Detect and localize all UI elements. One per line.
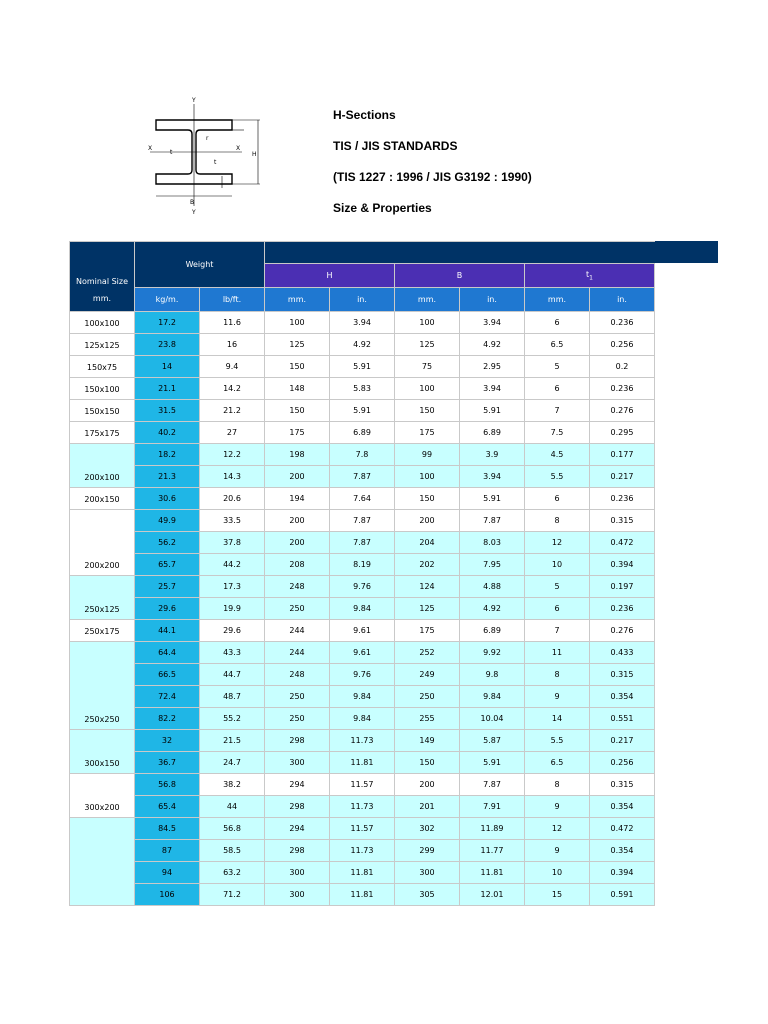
cell-t1-mm: 14 bbox=[525, 708, 590, 730]
cell-kg-per-m: 65.7 bbox=[135, 554, 200, 576]
cell-t1-mm: 7 bbox=[525, 400, 590, 422]
cell-h-in: 11.73 bbox=[330, 840, 395, 862]
cell-h-in: 9.84 bbox=[330, 598, 395, 620]
cell-t1-mm: 10 bbox=[525, 862, 590, 884]
cell-b-in: 9.92 bbox=[460, 642, 525, 664]
cell-h-in: 3.94 bbox=[330, 312, 395, 334]
cell-b-in: 8.03 bbox=[460, 532, 525, 554]
table-row bbox=[70, 598, 655, 620]
cell-kg-per-m: 32 bbox=[135, 730, 200, 752]
cell-t1-mm: 9 bbox=[525, 686, 590, 708]
cell-t1-in: 0.551 bbox=[590, 708, 655, 730]
table-row bbox=[70, 356, 655, 378]
cell-h-mm: 100 bbox=[265, 312, 330, 334]
cell-lb-per-ft: 33.5 bbox=[200, 510, 265, 532]
cell-kg-per-m: 94 bbox=[135, 862, 200, 884]
cell-h-in: 5.83 bbox=[330, 378, 395, 400]
cell-t1-in: 0.276 bbox=[590, 400, 655, 422]
cell-kg-per-m: 44.1 bbox=[135, 620, 200, 642]
cell-h-in: 11.81 bbox=[330, 752, 395, 774]
unit-kg-per-m: kg/m. bbox=[135, 288, 200, 312]
cell-kg-per-m: 25.7 bbox=[135, 576, 200, 598]
unit-b-mm: mm. bbox=[395, 288, 460, 312]
cell-t1-mm: 9 bbox=[525, 840, 590, 862]
cell-h-mm: 300 bbox=[265, 862, 330, 884]
cell-t1-mm: 6.5 bbox=[525, 334, 590, 356]
cell-t1-in: 0.354 bbox=[590, 686, 655, 708]
cell-b-mm: 200 bbox=[395, 774, 460, 796]
table-row bbox=[70, 532, 655, 554]
cell-b-in: 5.91 bbox=[460, 400, 525, 422]
table-row bbox=[70, 378, 655, 400]
nominal-size-cell: 250x125 bbox=[70, 576, 135, 620]
cell-lb-per-ft: 71.2 bbox=[200, 884, 265, 906]
cell-t1-mm: 11 bbox=[525, 642, 590, 664]
cell-b-in: 5.91 bbox=[460, 488, 525, 510]
cell-h-in: 9.76 bbox=[330, 664, 395, 686]
nominal-size-cell: 300x150 bbox=[70, 730, 135, 774]
table-row bbox=[70, 708, 655, 730]
cell-h-mm: 244 bbox=[265, 620, 330, 642]
table-row bbox=[70, 774, 655, 796]
table-row bbox=[70, 444, 655, 466]
cell-h-in: 7.87 bbox=[330, 466, 395, 488]
nominal-size-cell: 150x75 bbox=[70, 356, 135, 378]
cell-h-in: 11.73 bbox=[330, 796, 395, 818]
cell-b-mm: 200 bbox=[395, 510, 460, 532]
cell-b-mm: 204 bbox=[395, 532, 460, 554]
cell-t1-in: 0.472 bbox=[590, 818, 655, 840]
cell-b-mm: 302 bbox=[395, 818, 460, 840]
cell-h-mm: 294 bbox=[265, 818, 330, 840]
nominal-size-cell: 200x200 bbox=[70, 510, 135, 576]
cell-b-mm: 150 bbox=[395, 488, 460, 510]
cell-kg-per-m: 72.4 bbox=[135, 686, 200, 708]
cell-lb-per-ft: 27 bbox=[200, 422, 265, 444]
cell-b-mm: 99 bbox=[395, 444, 460, 466]
cell-h-mm: 150 bbox=[265, 356, 330, 378]
table-row bbox=[70, 554, 655, 576]
unit-h-in: in. bbox=[330, 288, 395, 312]
nominal-size-cell: 200x100 bbox=[70, 444, 135, 488]
cell-lb-per-ft: 48.7 bbox=[200, 686, 265, 708]
cell-b-mm: 299 bbox=[395, 840, 460, 862]
cell-t1-in: 0.295 bbox=[590, 422, 655, 444]
cell-t1-mm: 6.5 bbox=[525, 752, 590, 774]
b-label: B bbox=[456, 271, 463, 280]
diagram-label-t1: t bbox=[170, 149, 173, 156]
cell-h-mm: 125 bbox=[265, 334, 330, 356]
cell-kg-per-m: 18.2 bbox=[135, 444, 200, 466]
cell-t1-mm: 4.5 bbox=[525, 444, 590, 466]
cell-t1-mm: 8 bbox=[525, 510, 590, 532]
diagram-label-y-top: Y bbox=[192, 97, 196, 104]
cell-h-mm: 244 bbox=[265, 642, 330, 664]
cell-h-in: 9.61 bbox=[330, 620, 395, 642]
diagram-label-y-bottom: Y bbox=[192, 209, 196, 216]
cell-t1-mm: 6 bbox=[525, 598, 590, 620]
cell-b-in: 4.92 bbox=[460, 598, 525, 620]
table-row bbox=[70, 840, 655, 862]
cell-lb-per-ft: 44 bbox=[200, 796, 265, 818]
nominal-size-cell: 300x200 bbox=[70, 774, 135, 818]
cell-h-in: 11.81 bbox=[330, 884, 395, 906]
nominal-size-cell: 150x100 bbox=[70, 378, 135, 400]
cell-h-in: 7.87 bbox=[330, 510, 395, 532]
table-row bbox=[70, 422, 655, 444]
cell-t1-mm: 6 bbox=[525, 378, 590, 400]
cell-b-mm: 175 bbox=[395, 422, 460, 444]
table-row bbox=[70, 884, 655, 906]
cell-h-mm: 294 bbox=[265, 774, 330, 796]
cell-h-in: 9.76 bbox=[330, 576, 395, 598]
cell-b-in: 11.89 bbox=[460, 818, 525, 840]
cell-h-in: 4.92 bbox=[330, 334, 395, 356]
cell-h-mm: 148 bbox=[265, 378, 330, 400]
table-row bbox=[70, 862, 655, 884]
cell-b-mm: 150 bbox=[395, 400, 460, 422]
cell-b-in: 9.84 bbox=[460, 686, 525, 708]
table-row bbox=[70, 510, 655, 532]
cell-lb-per-ft: 16 bbox=[200, 334, 265, 356]
cell-h-mm: 200 bbox=[265, 510, 330, 532]
diagram-label-h: H bbox=[252, 151, 257, 158]
cell-lb-per-ft: 20.6 bbox=[200, 488, 265, 510]
page-title: H-Sections bbox=[333, 108, 396, 122]
cell-t1-mm: 12 bbox=[525, 532, 590, 554]
cell-b-in: 7.87 bbox=[460, 774, 525, 796]
cell-lb-per-ft: 11.6 bbox=[200, 312, 265, 334]
h-label: H bbox=[326, 271, 333, 280]
cell-b-mm: 300 bbox=[395, 862, 460, 884]
cell-h-in: 7.64 bbox=[330, 488, 395, 510]
cell-h-in: 7.8 bbox=[330, 444, 395, 466]
cell-h-mm: 248 bbox=[265, 664, 330, 686]
unit-b-in: in. bbox=[460, 288, 525, 312]
cell-lb-per-ft: 37.8 bbox=[200, 532, 265, 554]
cell-kg-per-m: 21.3 bbox=[135, 466, 200, 488]
cell-t1-mm: 8 bbox=[525, 774, 590, 796]
t1-header bbox=[525, 264, 655, 288]
cell-kg-per-m: 82.2 bbox=[135, 708, 200, 730]
cell-t1-mm: 9 bbox=[525, 796, 590, 818]
unit-t1-in: in. bbox=[590, 288, 655, 312]
cell-t1-in: 0.276 bbox=[590, 620, 655, 642]
table-row bbox=[70, 818, 655, 840]
cell-b-mm: 150 bbox=[395, 752, 460, 774]
cell-t1-mm: 7 bbox=[525, 620, 590, 642]
cell-t1-in: 0.354 bbox=[590, 840, 655, 862]
cell-t1-in: 0.236 bbox=[590, 488, 655, 510]
cell-h-in: 5.91 bbox=[330, 356, 395, 378]
cell-lb-per-ft: 12.2 bbox=[200, 444, 265, 466]
cell-h-in: 6.89 bbox=[330, 422, 395, 444]
cell-t1-in: 0.591 bbox=[590, 884, 655, 906]
cell-kg-per-m: 31.5 bbox=[135, 400, 200, 422]
page-subtitle: Size & Properties bbox=[333, 201, 432, 215]
cell-h-mm: 300 bbox=[265, 884, 330, 906]
cell-h-in: 11.57 bbox=[330, 818, 395, 840]
cell-b-mm: 305 bbox=[395, 884, 460, 906]
cell-kg-per-m: 87 bbox=[135, 840, 200, 862]
cell-h-mm: 208 bbox=[265, 554, 330, 576]
nominal-size-label: Nominal Size bbox=[75, 277, 129, 286]
cell-b-in: 9.8 bbox=[460, 664, 525, 686]
cell-h-mm: 200 bbox=[265, 466, 330, 488]
cell-t1-mm: 15 bbox=[525, 884, 590, 906]
cell-b-in: 11.77 bbox=[460, 840, 525, 862]
cell-lb-per-ft: 29.6 bbox=[200, 620, 265, 642]
cell-kg-per-m: 56.2 bbox=[135, 532, 200, 554]
table-row bbox=[70, 334, 655, 356]
cell-b-in: 4.88 bbox=[460, 576, 525, 598]
cell-b-in: 7.91 bbox=[460, 796, 525, 818]
nominal-size-header bbox=[70, 242, 135, 312]
standard-codes: (TIS 1227 : 1996 / JIS G3192 : 1990) bbox=[333, 170, 532, 184]
cell-lb-per-ft: 43.3 bbox=[200, 642, 265, 664]
cell-h-in: 9.84 bbox=[330, 708, 395, 730]
cell-b-mm: 201 bbox=[395, 796, 460, 818]
cell-h-mm: 175 bbox=[265, 422, 330, 444]
cell-t1-mm: 5 bbox=[525, 356, 590, 378]
cell-lb-per-ft: 56.8 bbox=[200, 818, 265, 840]
cell-h-in: 11.81 bbox=[330, 862, 395, 884]
cell-t1-in: 0.2 bbox=[590, 356, 655, 378]
cell-h-mm: 200 bbox=[265, 532, 330, 554]
cell-t1-mm: 7.5 bbox=[525, 422, 590, 444]
cell-b-in: 4.92 bbox=[460, 334, 525, 356]
cell-b-in: 7.95 bbox=[460, 554, 525, 576]
diagram-label-t2: t bbox=[214, 159, 217, 166]
cell-lb-per-ft: 21.5 bbox=[200, 730, 265, 752]
unit-t1-mm: mm. bbox=[525, 288, 590, 312]
cell-lb-per-ft: 44.7 bbox=[200, 664, 265, 686]
cell-t1-mm: 5.5 bbox=[525, 730, 590, 752]
nominal-size-cell: 200x150 bbox=[70, 488, 135, 510]
cell-lb-per-ft: 14.2 bbox=[200, 378, 265, 400]
properties-table bbox=[69, 241, 655, 906]
cell-t1-in: 0.256 bbox=[590, 334, 655, 356]
table-row bbox=[70, 796, 655, 818]
cell-lb-per-ft: 24.7 bbox=[200, 752, 265, 774]
cell-t1-mm: 5 bbox=[525, 576, 590, 598]
cell-t1-mm: 8 bbox=[525, 664, 590, 686]
cell-b-mm: 100 bbox=[395, 312, 460, 334]
table-row bbox=[70, 312, 655, 334]
cell-lb-per-ft: 55.2 bbox=[200, 708, 265, 730]
cell-t1-in: 0.315 bbox=[590, 774, 655, 796]
cell-b-mm: 255 bbox=[395, 708, 460, 730]
cell-kg-per-m: 40.2 bbox=[135, 422, 200, 444]
cell-h-in: 11.57 bbox=[330, 774, 395, 796]
cell-lb-per-ft: 63.2 bbox=[200, 862, 265, 884]
cell-kg-per-m: 21.1 bbox=[135, 378, 200, 400]
cell-b-mm: 175 bbox=[395, 620, 460, 642]
diagram-label-b: B bbox=[190, 199, 195, 206]
table-row bbox=[70, 488, 655, 510]
cell-h-in: 7.87 bbox=[330, 532, 395, 554]
table-row bbox=[70, 664, 655, 686]
cell-b-in: 3.94 bbox=[460, 378, 525, 400]
cell-lb-per-ft: 9.4 bbox=[200, 356, 265, 378]
weight-header bbox=[135, 242, 265, 288]
cell-h-in: 8.19 bbox=[330, 554, 395, 576]
cell-b-in: 11.81 bbox=[460, 862, 525, 884]
diagram-label-r: r bbox=[206, 135, 209, 142]
cell-b-in: 3.94 bbox=[460, 312, 525, 334]
cell-b-in: 12.01 bbox=[460, 884, 525, 906]
cell-kg-per-m: 66.5 bbox=[135, 664, 200, 686]
cell-t1-in: 0.236 bbox=[590, 598, 655, 620]
cell-b-mm: 149 bbox=[395, 730, 460, 752]
diagram-label-x-right: X bbox=[236, 145, 241, 152]
t1-label: t bbox=[586, 269, 590, 279]
cell-kg-per-m: 29.6 bbox=[135, 598, 200, 620]
cell-t1-mm: 6 bbox=[525, 312, 590, 334]
cell-kg-per-m: 84.5 bbox=[135, 818, 200, 840]
cell-b-in: 7.87 bbox=[460, 510, 525, 532]
cell-t1-in: 0.256 bbox=[590, 752, 655, 774]
cell-h-mm: 198 bbox=[265, 444, 330, 466]
cell-h-mm: 298 bbox=[265, 730, 330, 752]
cell-b-in: 3.9 bbox=[460, 444, 525, 466]
cell-kg-per-m: 106 bbox=[135, 884, 200, 906]
cell-t1-in: 0.177 bbox=[590, 444, 655, 466]
h-section-diagram bbox=[148, 96, 268, 216]
cell-lb-per-ft: 17.3 bbox=[200, 576, 265, 598]
cell-kg-per-m: 14 bbox=[135, 356, 200, 378]
cell-t1-in: 0.315 bbox=[590, 664, 655, 686]
b-header bbox=[395, 264, 525, 288]
cell-t1-in: 0.315 bbox=[590, 510, 655, 532]
nominal-size-cell bbox=[70, 818, 135, 906]
h-header bbox=[265, 264, 395, 288]
cell-b-mm: 125 bbox=[395, 334, 460, 356]
cell-b-in: 2.95 bbox=[460, 356, 525, 378]
cell-t1-in: 0.394 bbox=[590, 862, 655, 884]
nominal-size-cell: 250x250 bbox=[70, 642, 135, 730]
cell-b-mm: 252 bbox=[395, 642, 460, 664]
cell-kg-per-m: 49.9 bbox=[135, 510, 200, 532]
nominal-size-cell: 150x150 bbox=[70, 400, 135, 422]
cell-kg-per-m: 64.4 bbox=[135, 642, 200, 664]
cell-b-in: 10.04 bbox=[460, 708, 525, 730]
cell-lb-per-ft: 44.2 bbox=[200, 554, 265, 576]
cell-t1-mm: 12 bbox=[525, 818, 590, 840]
nominal-size-cell: 125x125 bbox=[70, 334, 135, 356]
cell-lb-per-ft: 19.9 bbox=[200, 598, 265, 620]
cell-kg-per-m: 56.8 bbox=[135, 774, 200, 796]
nominal-size-cell: 175x175 bbox=[70, 422, 135, 444]
cell-kg-per-m: 36.7 bbox=[135, 752, 200, 774]
cell-h-mm: 194 bbox=[265, 488, 330, 510]
cell-b-mm: 100 bbox=[395, 466, 460, 488]
nominal-size-cell: 250x175 bbox=[70, 620, 135, 642]
cell-b-mm: 249 bbox=[395, 664, 460, 686]
cell-b-mm: 250 bbox=[395, 686, 460, 708]
standards-title: TIS / JIS STANDARDS bbox=[333, 139, 458, 153]
cell-kg-per-m: 17.2 bbox=[135, 312, 200, 334]
table-row bbox=[70, 466, 655, 488]
cell-t1-mm: 6 bbox=[525, 488, 590, 510]
table-row bbox=[70, 686, 655, 708]
table-row bbox=[70, 752, 655, 774]
cell-b-in: 5.87 bbox=[460, 730, 525, 752]
cell-lb-per-ft: 58.5 bbox=[200, 840, 265, 862]
weight-label: Weight bbox=[185, 260, 214, 269]
cell-t1-mm: 5.5 bbox=[525, 466, 590, 488]
cell-h-in: 5.91 bbox=[330, 400, 395, 422]
cell-h-mm: 250 bbox=[265, 686, 330, 708]
cell-kg-per-m: 23.8 bbox=[135, 334, 200, 356]
cell-t1-mm: 10 bbox=[525, 554, 590, 576]
cell-t1-in: 0.236 bbox=[590, 312, 655, 334]
cell-lb-per-ft: 38.2 bbox=[200, 774, 265, 796]
nominal-size-cell: 100x100 bbox=[70, 312, 135, 334]
unit-lb-per-ft: lb/ft. bbox=[200, 288, 265, 312]
table-row bbox=[70, 576, 655, 598]
cell-lb-per-ft: 14.3 bbox=[200, 466, 265, 488]
cell-h-in: 11.73 bbox=[330, 730, 395, 752]
cell-b-mm: 75 bbox=[395, 356, 460, 378]
cell-h-mm: 250 bbox=[265, 708, 330, 730]
cell-lb-per-ft: 21.2 bbox=[200, 400, 265, 422]
cell-h-in: 9.84 bbox=[330, 686, 395, 708]
cell-kg-per-m: 30.6 bbox=[135, 488, 200, 510]
table-row bbox=[70, 642, 655, 664]
cell-t1-in: 0.197 bbox=[590, 576, 655, 598]
cell-t1-in: 0.354 bbox=[590, 796, 655, 818]
cell-h-mm: 298 bbox=[265, 796, 330, 818]
table-row bbox=[70, 730, 655, 752]
cell-b-mm: 125 bbox=[395, 598, 460, 620]
cell-t1-in: 0.472 bbox=[590, 532, 655, 554]
table-row bbox=[70, 400, 655, 422]
cell-t1-in: 0.217 bbox=[590, 466, 655, 488]
cell-b-in: 3.94 bbox=[460, 466, 525, 488]
cell-h-mm: 150 bbox=[265, 400, 330, 422]
cell-b-in: 6.89 bbox=[460, 422, 525, 444]
cell-b-mm: 124 bbox=[395, 576, 460, 598]
table-row bbox=[70, 620, 655, 642]
cell-t1-in: 0.433 bbox=[590, 642, 655, 664]
cell-t1-in: 0.217 bbox=[590, 730, 655, 752]
cell-h-mm: 300 bbox=[265, 752, 330, 774]
cell-h-mm: 248 bbox=[265, 576, 330, 598]
cell-t1-in: 0.236 bbox=[590, 378, 655, 400]
cell-t1-in: 0.394 bbox=[590, 554, 655, 576]
sectional-dimension-header bbox=[265, 242, 655, 264]
cell-b-in: 6.89 bbox=[460, 620, 525, 642]
nominal-size-unit: mm. bbox=[92, 294, 112, 303]
cell-b-in: 5.91 bbox=[460, 752, 525, 774]
cell-b-mm: 100 bbox=[395, 378, 460, 400]
t1-subscript: 1 bbox=[589, 274, 593, 282]
cell-h-mm: 250 bbox=[265, 598, 330, 620]
diagram-label-x-left: X bbox=[148, 145, 153, 152]
cell-kg-per-m: 65.4 bbox=[135, 796, 200, 818]
cell-h-in: 9.61 bbox=[330, 642, 395, 664]
document-header bbox=[333, 100, 532, 224]
cell-b-mm: 202 bbox=[395, 554, 460, 576]
unit-h-mm: mm. bbox=[265, 288, 330, 312]
cell-h-mm: 298 bbox=[265, 840, 330, 862]
